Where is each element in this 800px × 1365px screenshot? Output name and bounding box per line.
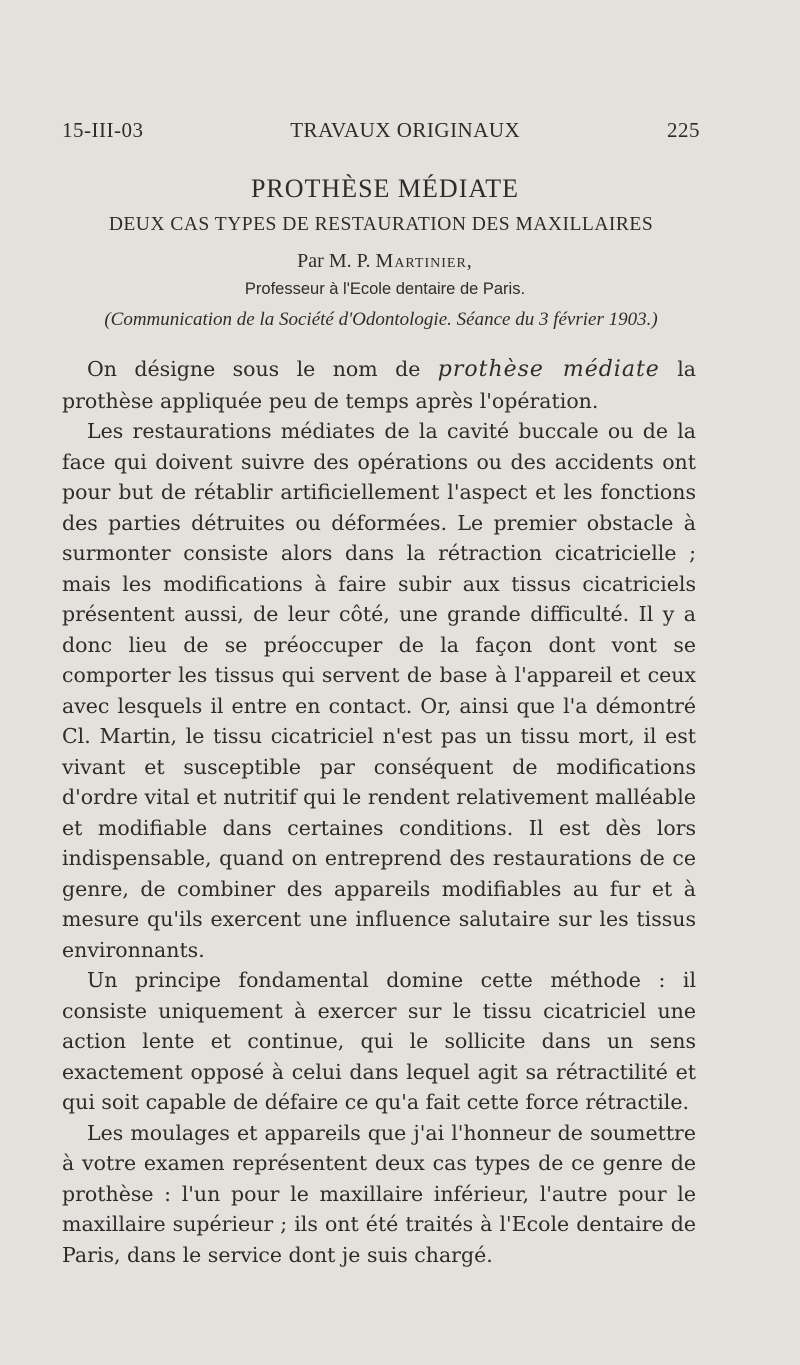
running-head <box>62 118 700 143</box>
paragraph: Les restaurations médiates de la cavité buccale ou de la face qui doivent suivre des opérations ou des accidents ont pour but de rétablir artificiellement l'aspect et les fonctions des parties détruites ou déformées. Le premier obstacle à surmonter consiste alors dans la rétraction cicatricielle ; mais les modifications à faire subir aux tissus cicatriciels présentent aussi, de leur côté, une grande difficulté. Il y a donc lieu de se préoccuper de la façon dont vont se comporter les tissus qui servent de base à l'appareil et ceux avec lesquels il entre en contact. Or, ainsi que l'a démontré Cl. Martin, le tissu cicatriciel n'est pas un tissu mort, il est vivant et susceptible par conséquent de modifications d'ordre vital et nutritif qui le rendent relativement malléable et modifiable dans certaines conditions. Il est dès lors indispensable, quand on entreprend des restaurations de ce genre, de combiner des appareils modifiables au fur et à mesure qu'ils exercent une influence salutaire sur les tissus environnants. <box>62 419 696 962</box>
paragraph: Les moulages et appareils que j'ai l'honneur de soumettre à votre examen représentent deux cas types de ce genre de prothèse : l'un pour le maxillaire inférieur, l'autre pour le maxillaire supérieur ; ils ont été traités à l'Ecole dentaire de Paris, dans le service dont je suis chargé. <box>62 1120 696 1267</box>
author-name: Martinier, <box>375 250 473 272</box>
emphasized-term: prothèse médiate <box>437 357 660 382</box>
paragraph-text: On désigne sous le nom de <box>87 357 438 381</box>
byline <box>0 250 770 273</box>
page-number: 225 <box>666 118 700 142</box>
article-title: PROTHÈSE MÉDIATE <box>250 174 520 203</box>
section-title: TRAVAUX ORIGINAUX <box>290 118 521 142</box>
article-body <box>62 354 696 1270</box>
paragraph <box>62 354 696 416</box>
paragraph: Un principe fondamental domine cette méthode : il consiste uniquement à exercer sur le tissu cicatriciel une action lente et continue, qui le sollicite dans un sens exactement opposé à celui dans lequel agit sa rétractilité et qui soit capable de défaire ce qu'a fait cette force rétractile. <box>62 968 696 1114</box>
author-affiliation: Professeur à l'Ecole dentaire de Paris. <box>244 280 526 298</box>
issue-date: 15-III-03 <box>62 118 144 142</box>
article-subtitle: DEUX CAS TYPES DE RESTAURATION DES MAXILLAIRES <box>108 214 654 235</box>
paragraph-text: la prothèse appliquée peu de temps après l'opération. <box>62 357 696 413</box>
communication-note: (Communication de la Société d'Odontologie. Séance du 3 février 1903.) <box>104 309 658 330</box>
byline-prefix: Par M. P. <box>297 250 376 272</box>
